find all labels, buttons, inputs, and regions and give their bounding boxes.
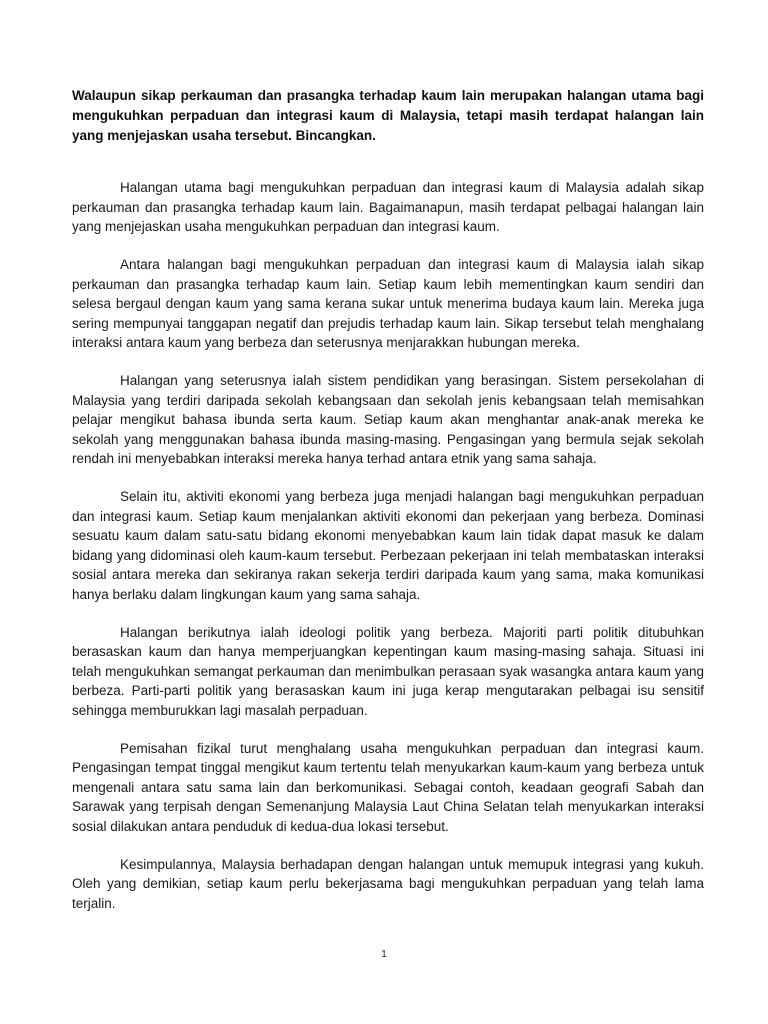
essay-paragraphs [72, 178, 704, 913]
paragraph-physical-separation: Pemisahan fizikal turut menghalang usaha mengukuhkan perpaduan dan integrasi kaum. Pengasingan tempat tinggal mengikut kaum tertentu telah menyukarkan kaum-kaum yang berbeza untuk mengenali antara satu sama lain dan berkomunikasi. Sebagai contoh, keadaan geografi Sabah dan Sarawak yang terpisah dengan Semenanjung Malaysia Laut China Selatan telah menyukarkan interaksi sosial dilakukan antara penduduk di kedua-dua lokasi tersebut. [72, 740, 704, 834]
page-number: 1 [381, 949, 387, 960]
paragraph-conclusion: Kesimpulannya, Malaysia berhadapan dengan halangan untuk memupuk integrasi yang kukuh. Oleh yang demikian, setiap kaum perlu bekerjasama bagi mengukuhkan perpaduan yang telah lama terjalin. [72, 856, 704, 911]
paragraph-racism-prejudice: Antara halangan bagi mengukuhkan perpaduan dan integrasi kaum di Malaysia ialah sikap perkauman dan prasangka terhadap kaum lain. Setiap kaum lebih mementingkan kaum sendiri dan selesa bergaul dengan kaum yang sama kerana sukar untuk menerima budaya kaum lain. Mereka juga sering mempunyai tanggapan negatif dan prejudis terhadap kaum lain. Sikap tersebut telah menghalang interaksi antara kaum yang berbeza dan seterusnya menjarakkan hubungan mereka. [72, 257, 704, 350]
essay-question: Walaupun sikap perkauman dan prasangka terhadap kaum lain merupakan halangan utama bagi mengukuhkan perpaduan dan integrasi kaum di Malaysia, tetapi masih terdapat halangan lain yang menjejaskan usaha tersebut. Bincangkan. [72, 88, 704, 143]
paragraph-education-system: Halangan yang seterusnya ialah sistem pendidikan yang berasingan. Sistem persekolahan di Malaysia yang terdiri daripada sekolah kebangsaan dan sekolah jenis kebangsaan telah memisahkan pelajar mengikut bahasa ibunda serta kaum. Setiap kaum akan menghantar anak-anak mereka ke sekolah yang menggunakan bahasa ibunda masing-masing. Pengasingan yang bermula sejak sekolah rendah ini menyebabkan interaksi mereka hanya terhad antara etnik yang sama sahaja. [72, 373, 704, 466]
paragraph-political-ideology: Halangan berikutnya ialah ideologi politik yang berbeza. Majoriti parti politik ditubuhkan berasaskan kaum dan hanya memperjuangkan kepentingan kaum masing-masing sahaja. Situasi ini telah mengukuhkan semangat perkauman dan menimbulkan perasaan syak wasangka antara kaum yang berbeza. Parti-parti politik yang berasaskan kaum ini juga kerap mengutarakan pelbagai isu sensitif sehingga memburukkan lagi masalah perpaduan. [72, 624, 704, 718]
paragraph-economic-activity: Selain itu, aktiviti ekonomi yang berbeza juga menjadi halangan bagi mengukuhkan perpaduan dan integrasi kaum. Setiap kaum menjalankan aktiviti ekonomi dan pekerjaan yang berbeza. Dominasi sesuatu kaum dalam satu-satu bidang ekonomi menyebabkan kaum lain tidak dapat masuk ke dalam bidang yang didominasi oleh kaum-kaum tersebut. Perbezaan pekerjaan ini telah membataskan interaksi sosial antara mereka dan sekiranya rakan sekerja terdiri daripada kaum yang sama, maka komunikasi hanya berlaku dalam lingkungan kaum yang sama sahaja. [72, 489, 704, 602]
paragraph-introduction: Halangan utama bagi mengukuhkan perpaduan dan integrasi kaum di Malaysia adalah sikap perkauman dan prasangka terhadap kaum lain. Bagaimanapun, masih terdapat pelbagai halangan lain yang menjejaskan usaha mengukuhkan perpaduan dan integrasi kaum. [72, 180, 704, 234]
document-body [72, 86, 704, 932]
